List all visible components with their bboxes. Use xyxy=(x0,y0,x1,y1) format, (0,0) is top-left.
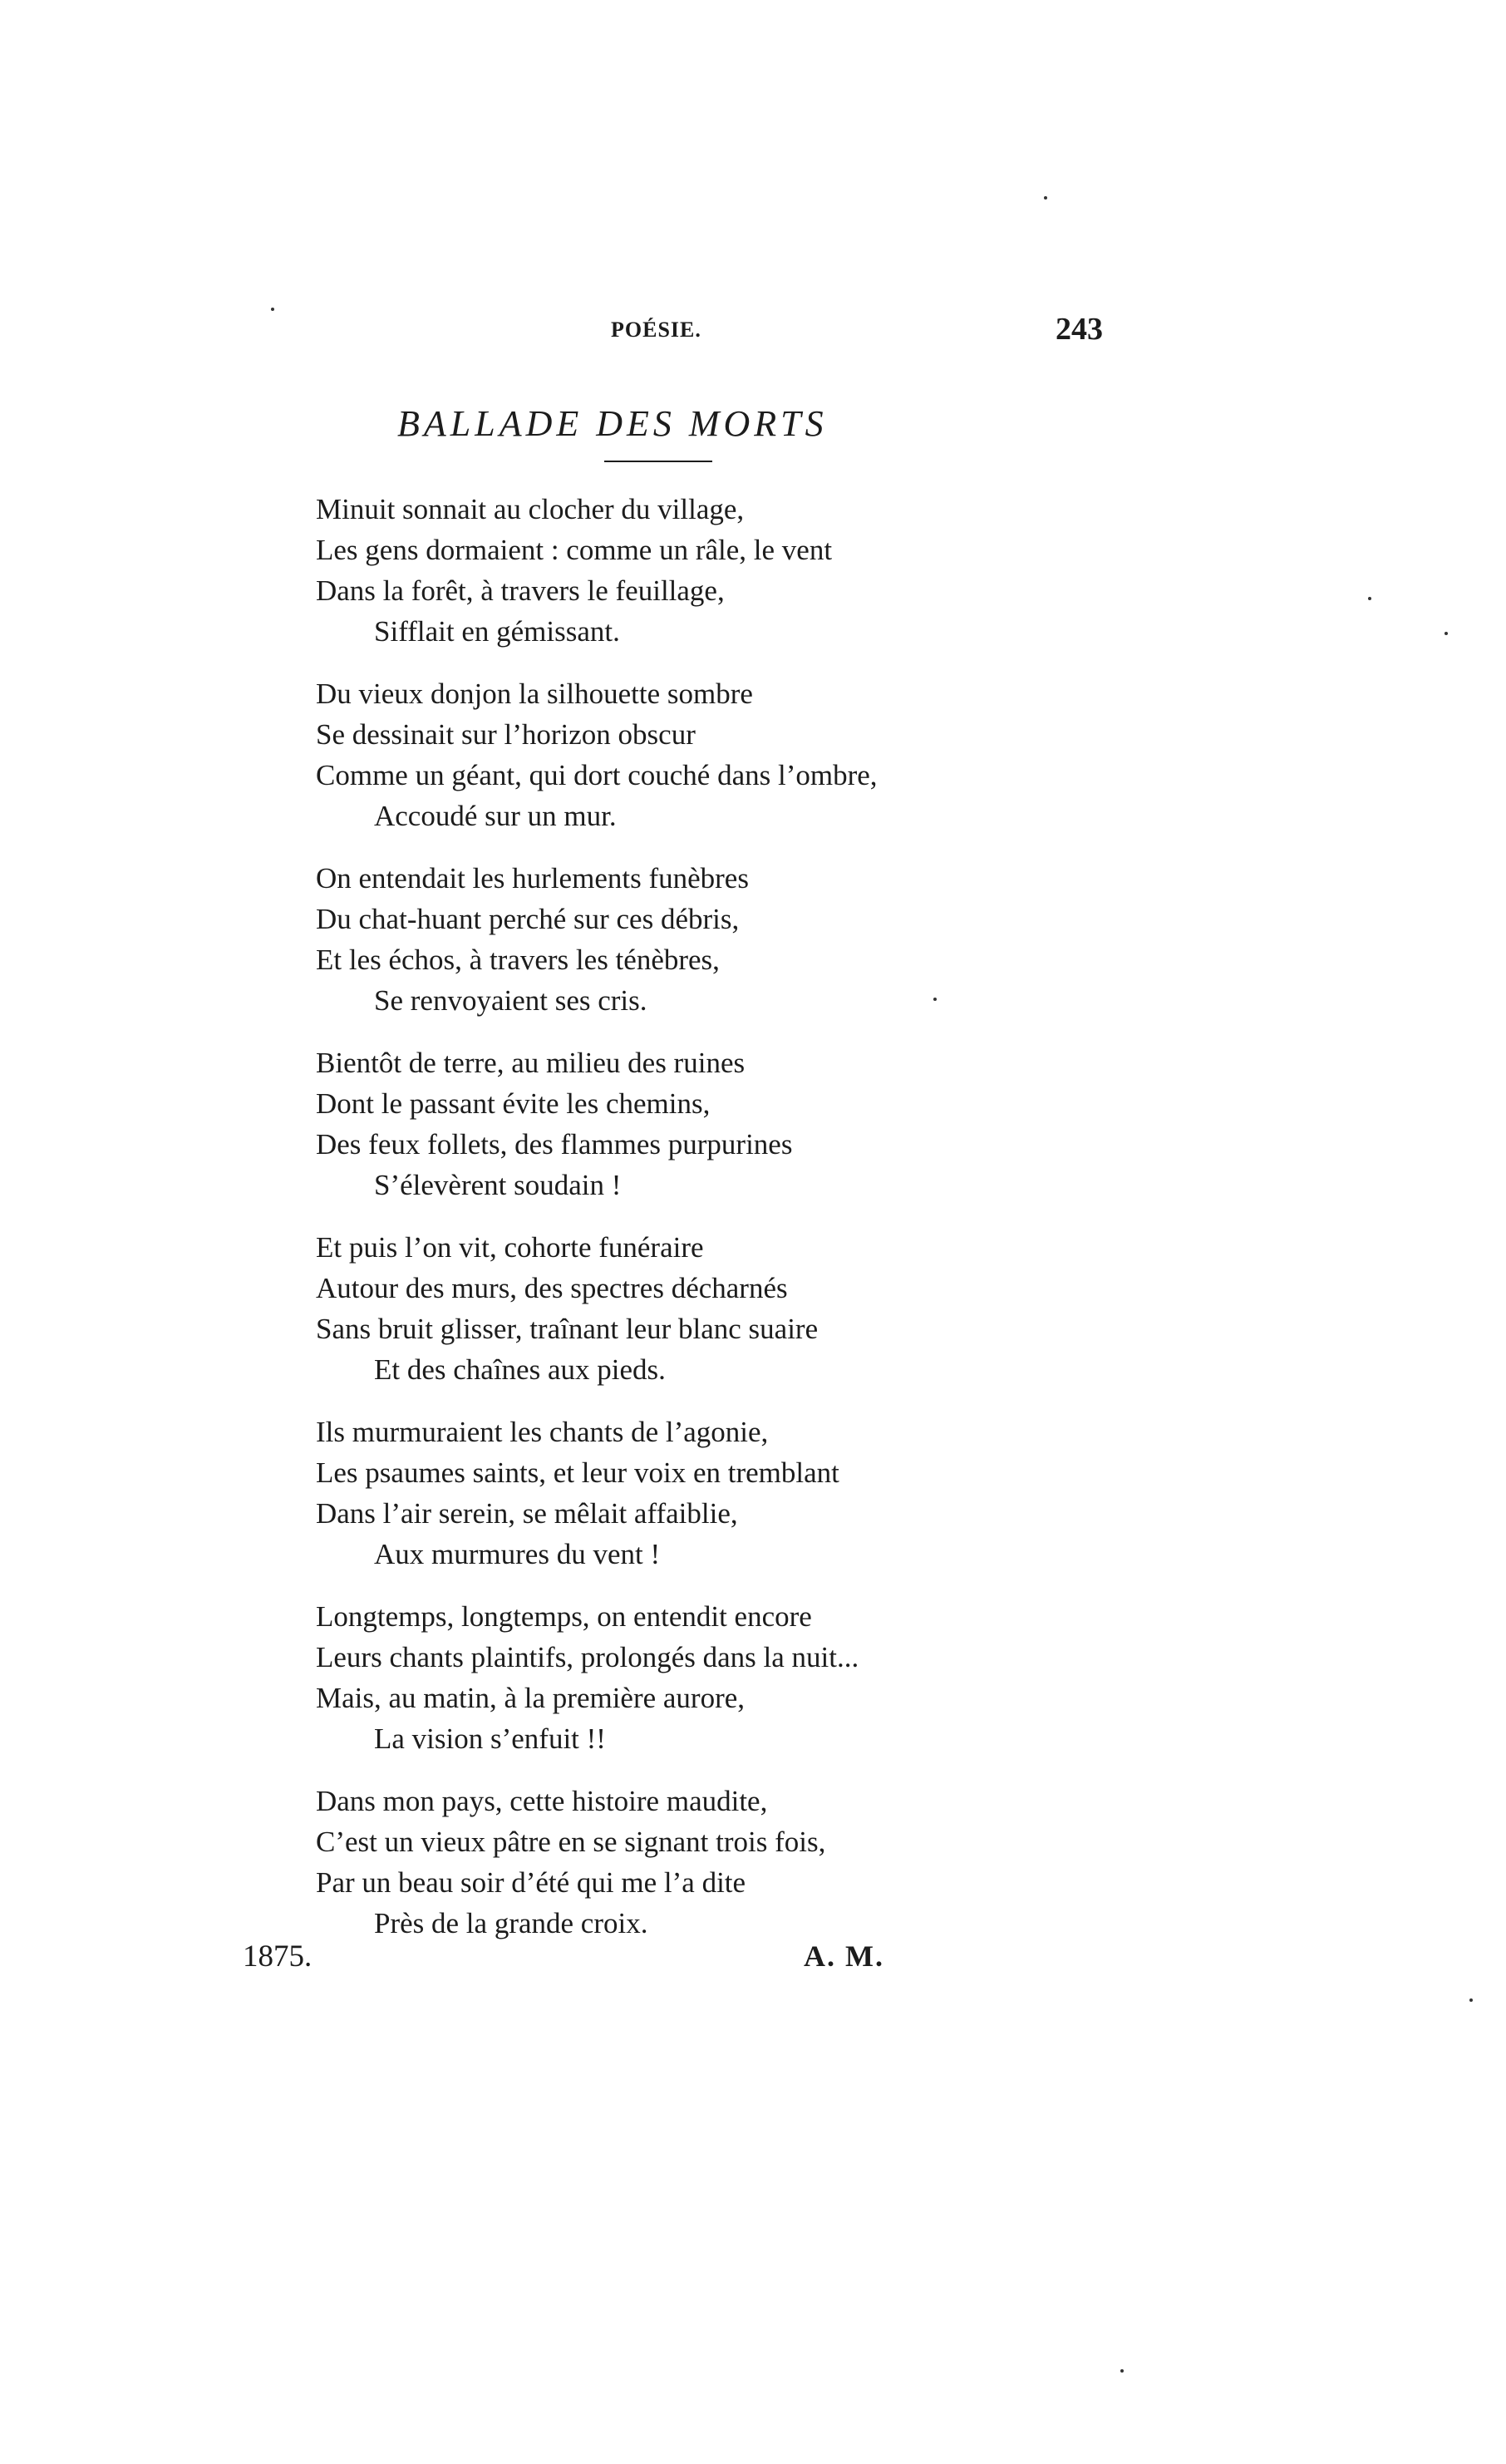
stanza-4 xyxy=(316,1042,1230,1205)
verse-line-refrain: La vision s’enfuit !! xyxy=(374,1722,606,1755)
verse-line-refrain: Accoudé sur un mur. xyxy=(374,800,617,832)
verse-line-refrain: Et des chaînes aux pieds. xyxy=(374,1353,666,1386)
verse-line: Dont le passant évite les chemins, xyxy=(316,1087,711,1120)
verse-line: Bientôt de terre, au milieu des ruines xyxy=(316,1047,746,1079)
verse-line-refrain: Aux murmures du vent ! xyxy=(374,1538,661,1570)
stanza-3 xyxy=(316,858,1230,1021)
scan-speck xyxy=(1368,597,1371,600)
stanza-7 xyxy=(316,1596,1230,1759)
verse-line: Mais, au matin, à la première aurore, xyxy=(316,1682,746,1714)
verse-line: Des feux follets, des flammes purpurines xyxy=(316,1128,793,1161)
scan-speck xyxy=(933,998,937,1001)
verse-line: Comme un géant, qui dort couché dans l’ombre, xyxy=(316,759,878,791)
scan-speck xyxy=(1444,632,1448,635)
verse-line-refrain: S’élevèrent soudain ! xyxy=(374,1169,622,1201)
verse-line: Les psaumes saints, et leur voix en tremblant xyxy=(316,1456,839,1489)
title-rule xyxy=(604,461,712,462)
verse-line-refrain: Près de la grande croix. xyxy=(374,1907,648,1939)
verse-line: C’est un vieux pâtre en se signant trois fois, xyxy=(316,1826,826,1858)
stanza-8 xyxy=(316,1781,1230,1944)
author-signature: A. M. xyxy=(804,1939,884,1973)
verse-line: Par un beau soir d’été qui me l’a dite xyxy=(316,1866,746,1899)
verse-line: Et les échos, à travers les ténèbres, xyxy=(316,944,720,976)
stanza-5 xyxy=(316,1227,1230,1390)
verse-line: Dans l’air serein, se mêlait affaiblie, xyxy=(316,1497,738,1530)
verse-line-refrain: Sifflait en gémissant. xyxy=(374,615,620,648)
poem-date: 1875. xyxy=(243,1939,313,1974)
verse-line: Sans bruit glisser, traînant leur blanc suaire xyxy=(316,1313,819,1345)
verse-line: Dans la forêt, à travers le feuillage, xyxy=(316,574,725,607)
verse-line-refrain: Se renvoyaient ses cris. xyxy=(374,984,647,1017)
verse-line: Se dessinait sur l’horizon obscur xyxy=(316,718,696,751)
verse-line: Longtemps, longtemps, on entendit encore xyxy=(316,1600,812,1633)
scan-speck xyxy=(271,308,274,311)
verse-line: Et puis l’on vit, cohorte funéraire xyxy=(316,1231,704,1264)
page-number: 243 xyxy=(1056,312,1103,347)
poem-footer xyxy=(243,1939,908,1980)
verse-line: Autour des murs, des spectres décharnés xyxy=(316,1272,788,1304)
verse-line: On entendait les hurlements funèbres xyxy=(316,862,749,894)
verse-line: Du vieux donjon la silhouette sombre xyxy=(316,678,753,710)
scan-speck xyxy=(1044,196,1047,200)
stanza-2 xyxy=(316,673,1230,836)
scan-speck xyxy=(1120,2369,1124,2373)
verse-line: Du chat-huant perché sur ces débris, xyxy=(316,903,740,935)
verse-line: Les gens dormaient : comme un râle, le vent xyxy=(316,534,833,566)
stanza-6 xyxy=(316,1412,1230,1574)
poem-body xyxy=(316,489,1230,1965)
scan-speck xyxy=(1469,1998,1473,2002)
running-head: POÉSIE. xyxy=(611,318,701,342)
verse-line: Leurs chants plaintifs, prolongés dans la nuit... xyxy=(316,1641,859,1673)
verse-line: Minuit sonnait au clocher du village, xyxy=(316,493,745,525)
poem-title: BALLADE DES MORTS xyxy=(397,403,828,444)
stanza-1 xyxy=(316,489,1230,652)
verse-line: Ils murmuraient les chants de l’agonie, xyxy=(316,1416,769,1448)
verse-line: Dans mon pays, cette histoire maudite, xyxy=(316,1785,768,1817)
